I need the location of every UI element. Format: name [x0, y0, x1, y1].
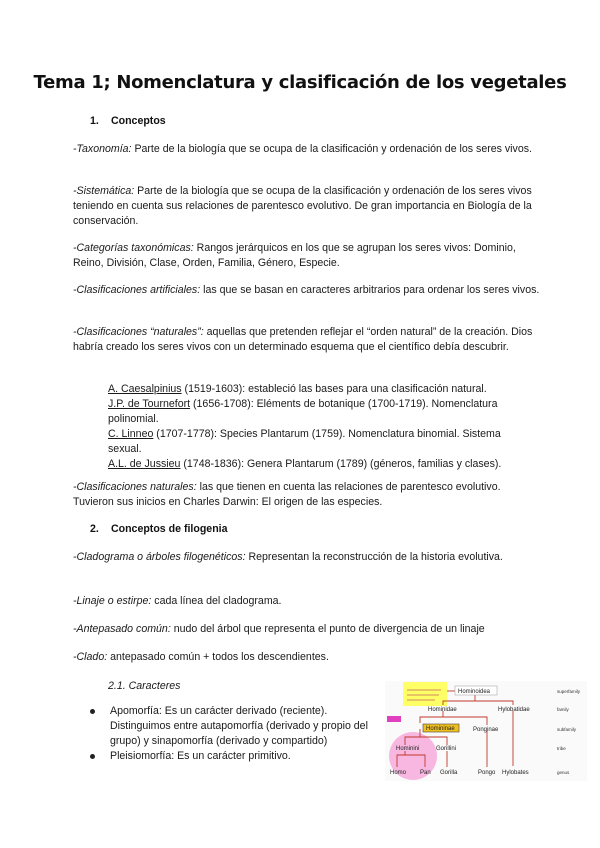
annotation-highlight: [403, 682, 447, 706]
reference-author: A.L. de Jussieu: [108, 458, 181, 470]
list-item-text: Apomorfía: Es un carácter derivado (reciente). Distinguimos entre autapomorfía (derivado y propio del grupo) y sinapomorfía (derivado y compartido): [110, 705, 368, 747]
cladogram-figure: [385, 681, 587, 781]
concept-term: -Clado:: [73, 651, 108, 663]
phylo-cladograma: [73, 550, 543, 565]
label-gorillini: Gorillini: [436, 746, 457, 752]
label-homo: Homo: [390, 770, 407, 776]
reference-item: [108, 457, 528, 472]
concept-text: aquellas que pretenden reflejar el “orden natural” de la creación. Dios habría creado los seres vivos con un determinado esquema que el científico debía descubrir.: [73, 326, 533, 353]
section-heading-filogenia: [90, 523, 228, 535]
concept-artificiales: [73, 283, 543, 298]
concept-text: las que tienen en cuenta las relaciones de parentesco evolutivo. Tuvieron sus inicios en Charles Darwin: El origen de las especies.: [73, 481, 501, 508]
list-item: [90, 704, 380, 749]
rank-subfamily: subfamily: [557, 727, 577, 732]
rank-tribe: tribe: [557, 746, 566, 751]
reference-text: (1519-1603): estableció las bases para una clasificación natural.: [181, 383, 487, 395]
label-homininae: Homininae: [426, 726, 455, 732]
concept-text: las que se basan en caracteres arbitrarios para ordenar los seres vivos.: [200, 284, 540, 296]
label-gorilla: Gorilla: [440, 770, 458, 776]
label-hylobatidae: Hylobatidae: [498, 707, 530, 713]
reference-item: [108, 427, 528, 457]
label-hominini: Hominini: [396, 746, 420, 752]
reference-author: J.P. de Tournefort: [108, 398, 191, 410]
section-title: Conceptos de filogenia: [110, 523, 228, 535]
concept-text: Representan la reconstrucción de la historia evolutiva.: [245, 551, 503, 563]
section-title: Conceptos: [110, 115, 166, 127]
concept-categorias: [73, 241, 543, 271]
reference-item: [108, 397, 528, 427]
reference-list: [108, 382, 528, 472]
section-number: 2.: [90, 523, 99, 535]
section-number: 1.: [90, 115, 99, 127]
phylo-antepasado: [73, 622, 543, 637]
concept-naturales-quoted: [73, 325, 543, 355]
concept-term: -Taxonomía:: [73, 143, 132, 155]
concept-text: nudo del árbol que representa el punto de divergencia de un linaje: [170, 623, 485, 635]
concept-term: -Clasificaciones “naturales”:: [73, 326, 204, 338]
concept-text: Parte de la biología que se ocupa de la clasificación y ordenación de los seres vivos teniendo en cuenta sus relaciones de parentesco evolutivo. De gran importancia en Biología de la conservación.: [73, 185, 532, 227]
bullet-icon: [90, 709, 95, 714]
label-ponginae: Ponginae: [473, 727, 499, 733]
concept-term: -Clasificaciones artificiales:: [73, 284, 201, 296]
rank-superfamily: superfamily: [557, 689, 581, 694]
concept-term: -Linaje o estirpe:: [73, 595, 152, 607]
concept-text: cada línea del cladograma.: [151, 595, 282, 607]
concept-taxonomia: [73, 142, 543, 157]
label-hylobates: Hylobates: [502, 770, 529, 776]
reference-item: [108, 382, 528, 397]
reference-text: (1748-1836): Genera Plantarum (1789) (géneros, familias y clases).: [180, 458, 502, 470]
phylo-linaje: [73, 594, 543, 609]
section-heading-conceptos: [90, 115, 166, 127]
reference-text: (1707-1778): Species Plantarum (1759). Nomenclatura binomial. Sistema sexual.: [108, 428, 501, 455]
concept-text: antepasado común + todos los descendientes.: [107, 651, 329, 663]
concept-text: Rangos jerárquicos en los que se agrupan los seres vivos: Dominio, Reino, División, Clase, Orden, Familia, Género, Especie.: [73, 242, 516, 269]
reference-author: C. Linneo: [108, 428, 154, 440]
bullet-icon: [90, 754, 95, 759]
reference-author: A. Caesalpinius: [108, 383, 182, 395]
label-pongo: Pongo: [478, 770, 496, 776]
list-item: [90, 749, 380, 764]
label-pan: Pan: [420, 770, 431, 776]
label-hominoidea: Hominoidea: [458, 689, 491, 695]
phylo-clado: [73, 650, 543, 665]
concept-term: -Categorías taxonómicas:: [73, 242, 194, 254]
rank-genus: genus: [557, 770, 570, 775]
concept-term: -Cladograma o árboles filogenéticos:: [73, 551, 246, 563]
concept-text: Parte de la biología que se ocupa de la clasificación y ordenación de los seres vivos.: [131, 143, 532, 155]
bullet-list: [90, 704, 380, 764]
concept-naturales: [73, 480, 543, 510]
label-hominidae: Hominidae: [428, 707, 457, 713]
list-item-text: Pleisiomorfía: Es un carácter primitivo.: [110, 750, 291, 762]
concept-sistematica: [73, 184, 543, 229]
magenta-marker: [387, 716, 401, 722]
concept-term: -Antepasado común:: [73, 623, 171, 635]
reference-text: (1656-1708): Eléments de botanique (1700-1719). Nomenclatura polinomial.: [108, 398, 498, 425]
page-title: Tema 1; Nomenclatura y clasificación de los vegetales: [33, 72, 567, 93]
subsection-title: 2.1. Caracteres: [108, 680, 181, 692]
concept-term: -Sistemática:: [73, 185, 135, 197]
concept-term: -Clasificaciones naturales:: [73, 481, 197, 493]
rank-family: family: [557, 707, 569, 712]
